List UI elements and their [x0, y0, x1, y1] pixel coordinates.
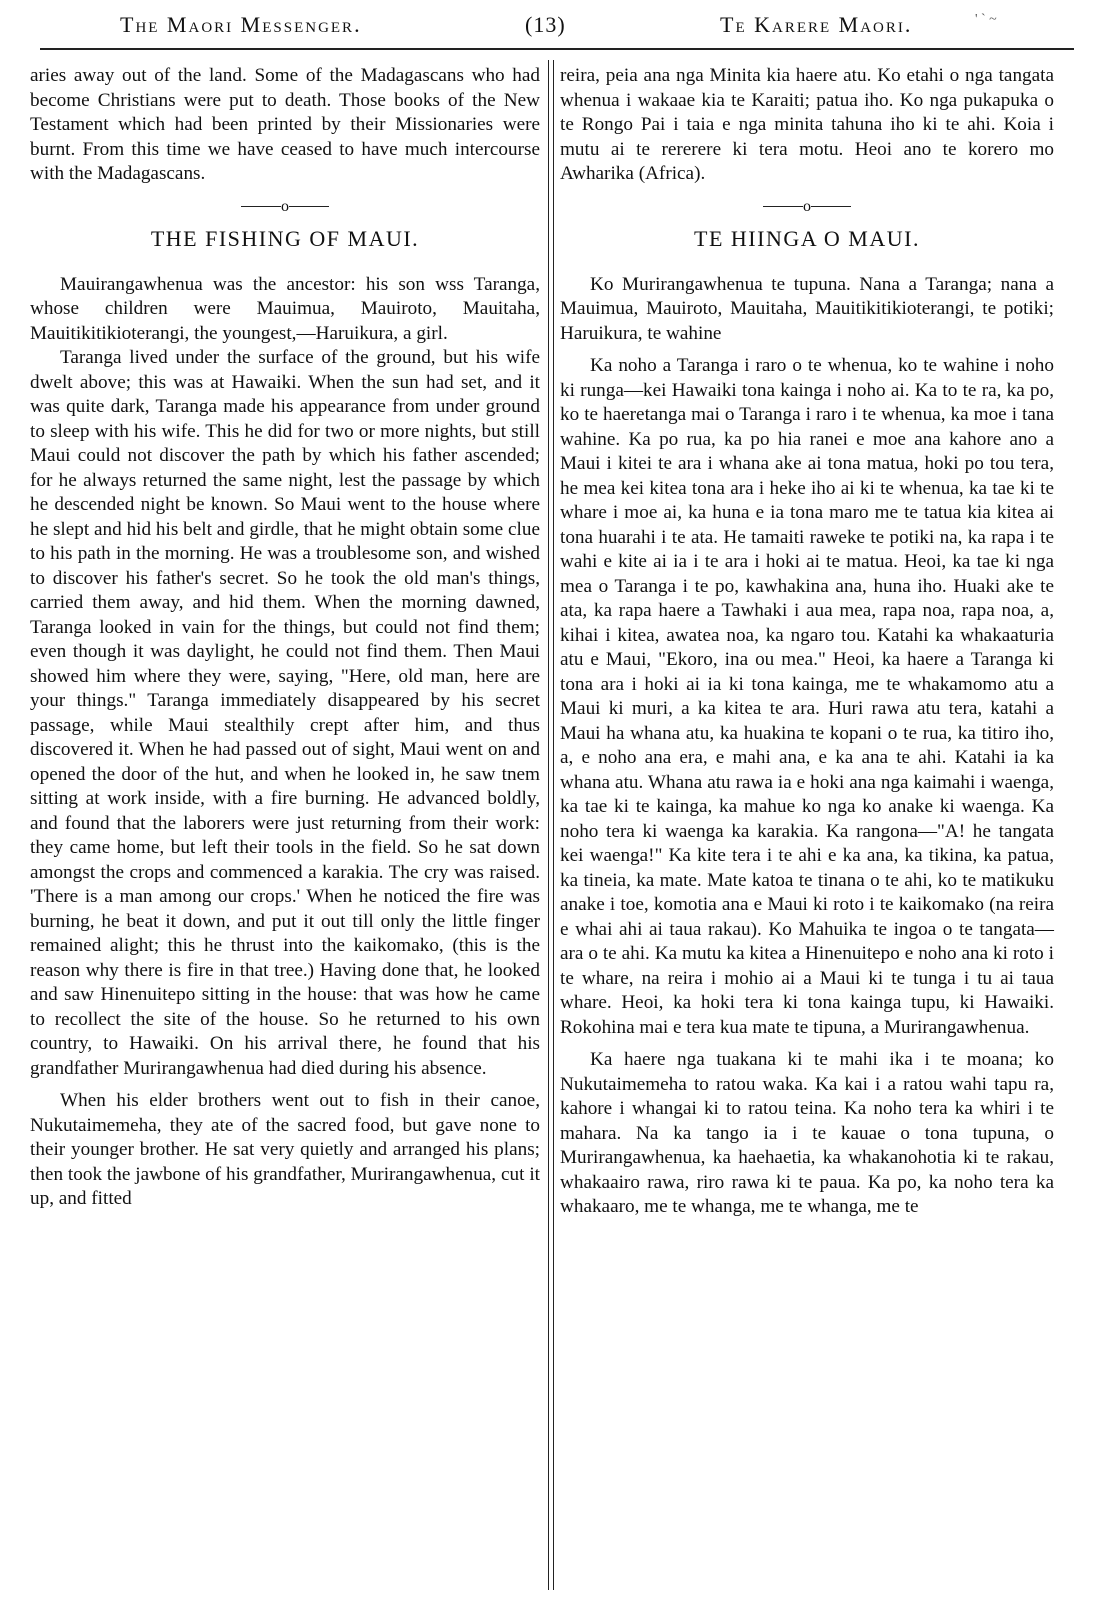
continuation-paragraph: reira, peia ana nga Minita kia haere atu. Ko etahi o nga tangata whenua i wakaae kia te Karaiti; patua iho. Ko nga pukapuka o te Rongo Pai i taia e nga minita tahuna iho ki te ahi. Koia i mutu ai te rererere ki tera motu. Heoi ano te korero mo Awharika (Africa).	[560, 65, 1054, 184]
page-number: (13)	[525, 12, 566, 37]
section-divider	[30, 197, 540, 217]
continuation-paragraph: aries away out of the land. Some of the Madagascans who had become Christians were put to death. Those books of the New Testament which had been printed by their Missionaries were burnt. From this time we have ceased to have much intercourse with the Madagascans.	[30, 65, 540, 184]
maori-column	[560, 64, 1054, 1600]
column-separator	[548, 60, 554, 1590]
section-divider	[560, 197, 1054, 217]
english-title: The Maori Messenger.	[120, 12, 362, 37]
running-header	[30, 12, 1084, 42]
article-paragraph: Ka noho a Taranga i raro o te whenua, ko te wahine i noho ki runga—kei Hawaiki tona kainga i noho ai. Ka to te ra, ka po, ko te haeretanga mai o Taranga i raro i te whenua, ka moe i tana wahine. Ka po rua, ka po hia ranei e moe ana kahore ano a Maui i kitei te ara i whana ake ai tona matua, hoki po tou tera, he mea kei kitea tona ara i heke iho ai ki te whenua, ka tae ki te whare i moe ai, ka huna e ia tona maro me te tatua kia kitea ai tona huarahi i te ata. He tamaiti raweke te potiki na, ka rapa i te wahi e kite ai ia i te ara i hoki ai te matua. Heoi, ka tae ki nga mea o Taranga i te po, kawhakina ana, huna iho. Huaki ake te ata, ka rapa haere a Tawhaki i aua mea, rapa noa, rapa noa, a, kihai i kitea, awatea noa, ka ngaro tou. Katahi ka whakaaturia atu e Maui, "Ekoro, ina ou mea." Heoi, ka haere a Taranga ki tona ara i hoki ai ia ki tona kainga, me te whakamomo atu a Maui ki muri, a ka kitea te ara. Huri rawa atu tera, katahi a Maui ha whana atu, ka huakina te kopani o te rua, ka titiro iho, a, e noho ana era, e mahi ana, e ka ana te ahi. Katahi ia ka whana atu. Whana atu rawa ia e hoki ana nga kaimahi i waenga, ka tae ki te kainga, ka mahue ko nga ko anake ki waenga. Ka noho tera ki waenga ka karakia. Ka rangona—"A! he tangata kei waenga!" Ka kite tera i te ahi e ka ana, ka tikina, ka patua, ka tineia, ka mate. Mate katoa te tinana o te ahi, ko te matikuku anake i toe, komotia ana e Maui ki roto i te kaikomako (na reira e whai ahi ai taua rakau). Ko Mahuika te ingoa o te tangata—ara o te ahi. Ka mutu ka kitea a Hinenuitepo e noho ana ki roto i te whare, na reira i mohio ai a Maui ki te tunga i tu ai taua whare. Heoi, ka hoki tera ki tona kainga tupu, ki Hawaiki. Rokohina mai e tera kua mate te tipuna, a Murirangawhenua.	[560, 355, 1054, 1038]
article-paragraph: Ka haere nga tuakana ki te mahi ika i te moana; ko Nukutaimemeha to ratou waka. Ka kai i a ratou wahi tapu ra, kahore i whangai ki to ratou teina. Ka noho tera ka whiri i te mahara. Na ka tango ia i te kauae o tona tupuna, o Murirangawhenua, ka haehaetia, ka whakanohotia ki te rakau, whakaairo rawa, riro rawa ki te paua. Ka po, ka noho tera ka whakaaro, me te whanga, me te whanga, me te	[560, 1049, 1054, 1217]
article-paragraph: When his elder brothers went out to fish in their canoe, Nukutaimemeha, they ate of the sacred food, but gave none to their younger brother. He sat very quietly and arranged his plans; then took the jawbone of his grandfather, Murirangawhenua, cut it up, and fitted	[30, 1090, 540, 1209]
article-heading: TE HIINGA O MAUI.	[694, 225, 920, 251]
article-paragraph: Ko Murirangawhenua te tupuna. Nana a Taranga; nana a Mauimua, Mauiroto, Mauitaha, Mauitikitikioterangi, te potiki; Haruikura, te wahine	[560, 273, 1054, 344]
maori-title: Te Karere Maori.	[720, 12, 913, 37]
article-heading: THE FISHING OF MAUI.	[150, 225, 420, 251]
header-rule	[40, 48, 1074, 50]
corner-mark: ' ` ~	[975, 12, 997, 27]
divider-mark: o	[803, 197, 811, 215]
divider-mark: o	[281, 197, 289, 215]
article-paragraph: Mauirangawhenua was the ancestor: his son wss Taranga, whose children were Mauimua, Mauiroto, Mauitaha, Mauitikitikioterangi, the youngest,—Haruikura, a girl.	[30, 273, 540, 344]
english-column	[30, 64, 540, 1600]
article-paragraph: Taranga lived under the surface of the ground, but his wife dwelt above; this was at Hawaiki. When the sun had set, and it was quite dark, Taranga made his appearance from under ground to sleep with his wife. This he did for two or more nights, but still Maui could not discover the path by which his father ascended; for he always returned the same night, lest the passage by which he descended night be known. So Maui went to the house where he slept and hid his belt and girdle, that he might obtain some clue to his path in the morning. He was a troublesome son, and wished to discover his father's secret. So he took the old man's things, carried them away, and hid them. When the morning dawned, Taranga looked in vain for the things, but could not find them; even though it was daylight, he could not find them. Then Maui showed him where they were, saying, "Here, old man, here are your things." Taranga immediately disappeared by his secret passage, while Maui stealthily crept after him, and thus discovered it. When he had passed out of sight, Maui went on and opened the door of the hut, and when he looked in, he saw tnem sitting at work inside, with a fire burning. He advanced boldly, and found that the laborers were just returning from their work: they came home, but left their tools in the field. So he sat down amongst the crops and commenced a karakia. The cry was raised. 'There is a man among our crops.' When he noticed the fire was burning, he beat it down, and put it out till only the little finger remained alight; this he thrust into the kaikomako, (this is the reason why there is fire in that tree.) Having done that, he looked and saw Hinenuitepo sitting in the house: that was how he came to recollect the site of the house. So he returned to his own country, to Hawaiki. On his arrival there, he found that his grandfather Murirangawhenua had died during his absence.	[30, 347, 540, 1079]
